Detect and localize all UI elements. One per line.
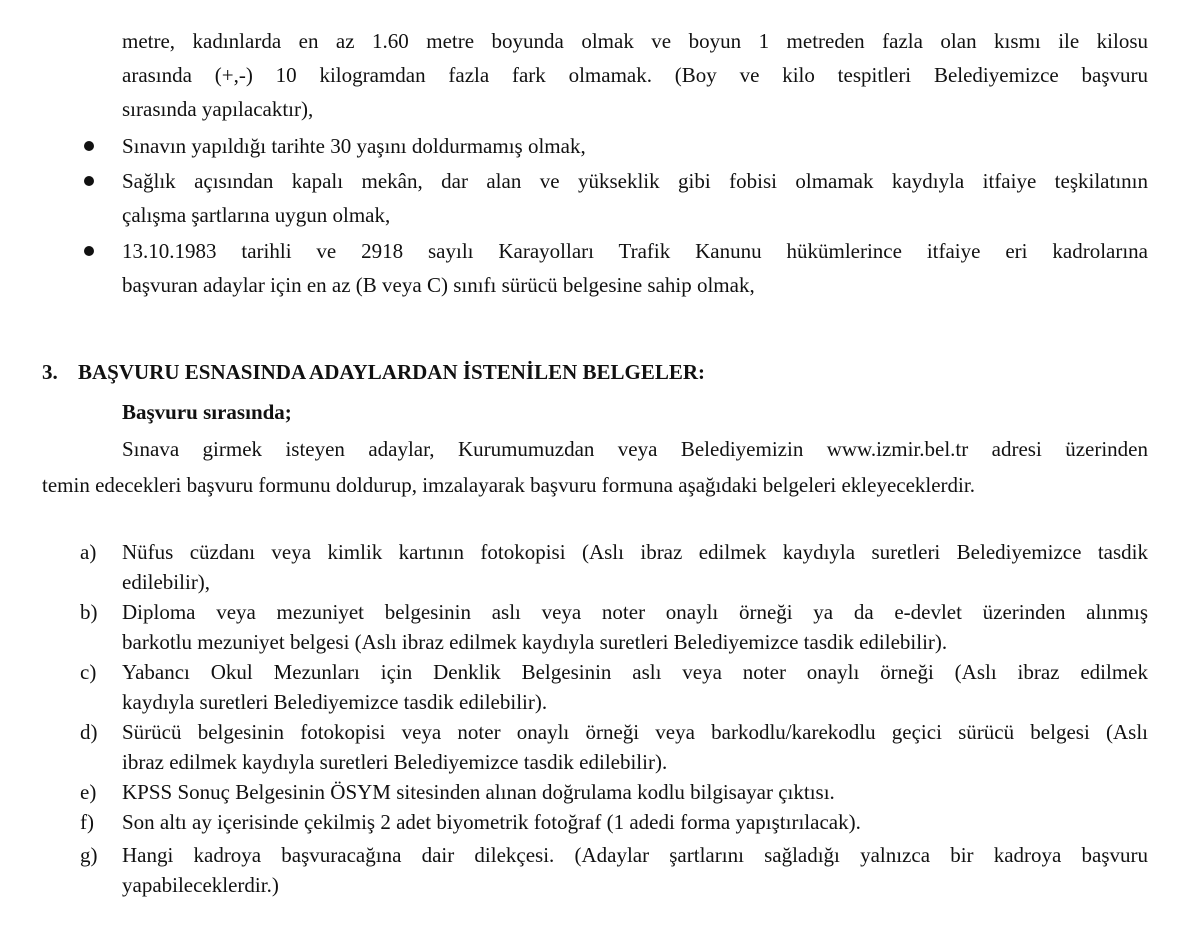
bullet-icon bbox=[84, 141, 94, 151]
intro-paragraph-continued bbox=[42, 468, 1148, 502]
intro-paragraph bbox=[122, 432, 1148, 466]
document-item-g bbox=[122, 840, 1148, 900]
text-line: 13.10.1983 tarihli ve 2918 sayılı Karayolları Trafik Kanunu hükümlerince itfaiye eri kadrolarına bbox=[122, 239, 1148, 263]
document-item-f bbox=[122, 807, 1148, 837]
document-item-b bbox=[122, 597, 1148, 657]
text-line: sırasında yapılacaktır), bbox=[122, 97, 314, 121]
text-line: metre, kadınlarda en az 1.60 metre boyunda olmak ve boyun 1 metreden fazla olan kısmı ile kilosu bbox=[122, 29, 1148, 53]
text-line: başvuran adaylar için en az (B veya C) sınıfı sürücü belgesine sahip olmak, bbox=[122, 273, 755, 297]
text-line: arasında (+,-) 10 kilogramdan fazla fark olmamak. (Boy ve kilo tespitleri Belediyemizce başvuru bbox=[122, 63, 1148, 87]
list-label: c) bbox=[80, 660, 97, 684]
list-label: b) bbox=[80, 600, 98, 624]
text-line: yapabileceklerdir.) bbox=[122, 873, 279, 897]
list-label: g) bbox=[80, 843, 98, 867]
text-line: temin edecekleri başvuru formunu doldurup, imzalayarak başvuru formuna aşağıdaki belgeleri ekleyeceklerdir. bbox=[42, 473, 975, 497]
text-line: Diploma veya mezuniyet belgesinin aslı veya noter onaylı örneği ya da e-devlet üzerinden alınmış bbox=[122, 600, 1148, 624]
document-item-c bbox=[122, 657, 1148, 717]
text-line: kaydıyla suretleri Belediyemizce tasdik edilebilir). bbox=[122, 690, 548, 714]
text-line: edilebilir), bbox=[122, 570, 211, 594]
text-line: çalışma şartlarına uygun olmak, bbox=[122, 203, 391, 227]
list-label: e) bbox=[80, 780, 97, 804]
text-line: Sürücü belgesinin fotokopisi veya noter onaylı örneği veya barkodlu/karekodlu geçici sürücü belgesi (Aslı bbox=[122, 720, 1148, 744]
text-line: Hangi kadroya başvuracağına dair dilekçesi. (Adaylar şartlarını sağladığı yalnızca bir kadroya başvuru bbox=[122, 843, 1148, 867]
document-item-e bbox=[122, 777, 1148, 807]
section-heading bbox=[42, 357, 705, 387]
text-line: Sınava girmek isteyen adaylar, Kurumumuzdan veya Belediyemizin www.izmir.bel.tr adresi üzerinden bbox=[122, 437, 1148, 461]
requirement-health bbox=[122, 164, 1148, 232]
bullet-icon bbox=[84, 246, 94, 256]
list-label: f) bbox=[80, 810, 94, 834]
text-line: ibraz edilmek kaydıyla suretleri Belediyemizce tasdik edilebilir). bbox=[122, 750, 668, 774]
requirement-age bbox=[122, 129, 1148, 163]
text-line: Nüfus cüzdanı veya kimlik kartının fotokopisi (Aslı ibraz edilmek kaydıyla suretleri Belediyemizce tasdik bbox=[122, 540, 1148, 564]
section-subtitle: Başvuru sırasında; bbox=[122, 400, 292, 424]
text-line: Sağlık açısından kapalı mekân, dar alan ve yükseklik gibi fobisi olmamak kaydıyla itfaiye teşkilatının bbox=[122, 169, 1148, 193]
text-line: Yabancı Okul Mezunları için Denklik Belgesinin aslı veya noter onaylı örneği (Aslı ibraz edilmek bbox=[122, 660, 1148, 684]
text-line: KPSS Sonuç Belgesinin ÖSYM sitesinden alınan doğrulama kodlu bilgisayar çıktısı. bbox=[122, 780, 835, 804]
list-label: d) bbox=[80, 720, 98, 744]
text-line: Sınavın yapıldığı tarihte 30 yaşını doldurmamış olmak, bbox=[122, 134, 586, 158]
text-line: Son altı ay içerisinde çekilmiş 2 adet biyometrik fotoğraf (1 adedi forma yapıştırılacak). bbox=[122, 810, 861, 834]
requirement-license bbox=[122, 234, 1148, 302]
bullet-icon bbox=[84, 176, 94, 186]
document-item-a bbox=[122, 537, 1148, 597]
section-number: 3. bbox=[42, 360, 58, 384]
text-line: barkotlu mezuniyet belgesi (Aslı ibraz edilmek kaydıyla suretleri Belediyemizce tasdik edilebilir). bbox=[122, 630, 948, 654]
height-weight-requirement bbox=[122, 24, 1148, 126]
list-label: a) bbox=[80, 540, 97, 564]
document-item-d bbox=[122, 717, 1148, 777]
section-title: BAŞVURU ESNASINDA ADAYLARDAN İSTENİLEN BELGELER: bbox=[78, 360, 706, 384]
